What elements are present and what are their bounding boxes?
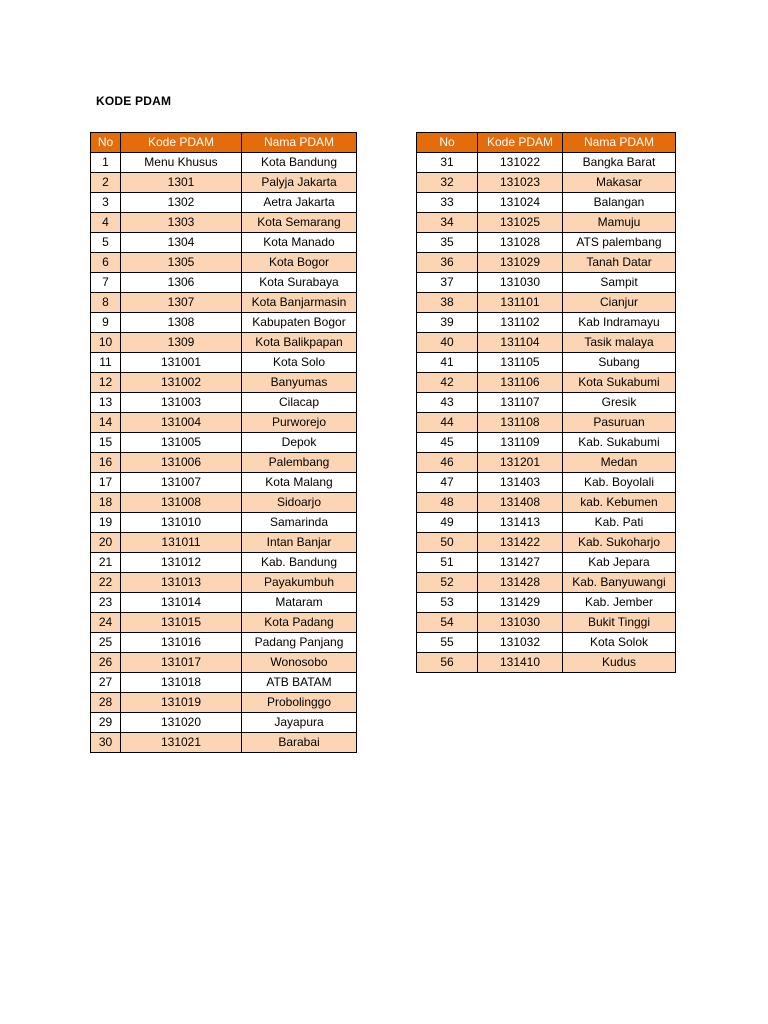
cell-kode-pdam: 1302 [121,193,242,213]
cell-nama-pdam: Kabupaten Bogor [242,313,357,333]
table-row [91,413,357,433]
cell-no: 37 [417,273,478,293]
column-header-no: No [417,133,478,153]
table-row [417,273,676,293]
table-row [91,553,357,573]
table-row [417,593,676,613]
cell-no: 5 [91,233,121,253]
cell-no: 2 [91,173,121,193]
cell-nama-pdam: Bangka Barat [563,153,676,173]
cell-no: 47 [417,473,478,493]
cell-kode-pdam: 131102 [478,313,563,333]
cell-nama-pdam: Kota Solok [563,633,676,653]
table-row [417,413,676,433]
table-row [91,573,357,593]
table-row [91,653,357,673]
cell-nama-pdam: Palembang [242,453,357,473]
table-row [417,193,676,213]
cell-nama-pdam: Mataram [242,593,357,613]
table-row [91,333,357,353]
table-row [91,233,357,253]
cell-nama-pdam: Kota Bandung [242,153,357,173]
table-body-left [91,153,357,753]
cell-no: 28 [91,693,121,713]
table-row [91,293,357,313]
cell-nama-pdam: kab. Kebumen [563,493,676,513]
cell-kode-pdam: 1305 [121,253,242,273]
table-row [91,393,357,413]
cell-no: 50 [417,533,478,553]
cell-nama-pdam: Padang Panjang [242,633,357,653]
cell-no: 30 [91,733,121,753]
cell-nama-pdam: Kota Semarang [242,213,357,233]
cell-nama-pdam: ATB BATAM [242,673,357,693]
cell-kode-pdam: 131019 [121,693,242,713]
cell-kode-pdam: 131403 [478,473,563,493]
cell-kode-pdam: 131008 [121,493,242,513]
cell-nama-pdam: Kota Malang [242,473,357,493]
cell-nama-pdam: Kab. Jember [563,593,676,613]
table-row [417,333,676,353]
table-row [417,613,676,633]
table-row [91,513,357,533]
cell-kode-pdam: 131107 [478,393,563,413]
cell-kode-pdam: 131004 [121,413,242,433]
table-row [91,433,357,453]
cell-nama-pdam: ATS palembang [563,233,676,253]
table-row [417,393,676,413]
cell-no: 42 [417,373,478,393]
cell-kode-pdam: 131021 [121,733,242,753]
cell-no: 10 [91,333,121,353]
table-row [91,153,357,173]
table-row [417,633,676,653]
cell-nama-pdam: Kota Banjarmasin [242,293,357,313]
table-row [91,173,357,193]
cell-kode-pdam: 131022 [478,153,563,173]
table-row [417,173,676,193]
cell-no: 51 [417,553,478,573]
cell-no: 17 [91,473,121,493]
cell-no: 23 [91,593,121,613]
cell-no: 44 [417,413,478,433]
page-title: KODE PDAM [96,94,172,108]
cell-no: 46 [417,453,478,473]
cell-no: 20 [91,533,121,553]
cell-nama-pdam: Kota Surabaya [242,273,357,293]
cell-kode-pdam: 1303 [121,213,242,233]
cell-kode-pdam: 131020 [121,713,242,733]
cell-no: 31 [417,153,478,173]
cell-kode-pdam: 131408 [478,493,563,513]
table-row [417,473,676,493]
table-row [417,573,676,593]
cell-nama-pdam: Mamuju [563,213,676,233]
cell-no: 29 [91,713,121,733]
cell-kode-pdam: 131422 [478,533,563,553]
table-header-row [91,133,357,153]
cell-no: 49 [417,513,478,533]
table-row [417,553,676,573]
cell-kode-pdam: 131109 [478,433,563,453]
cell-kode-pdam: 131013 [121,573,242,593]
cell-nama-pdam: Payakumbuh [242,573,357,593]
cell-kode-pdam: 131104 [478,333,563,353]
cell-kode-pdam: 131029 [478,253,563,273]
cell-nama-pdam: Aetra Jakarta [242,193,357,213]
cell-nama-pdam: Tasik malaya [563,333,676,353]
cell-kode-pdam: 131032 [478,633,563,653]
cell-nama-pdam: Sampit [563,273,676,293]
cell-nama-pdam: Jayapura [242,713,357,733]
cell-kode-pdam: 131428 [478,573,563,593]
cell-kode-pdam: 131006 [121,453,242,473]
cell-kode-pdam: 131410 [478,653,563,673]
cell-kode-pdam: Menu Khusus [121,153,242,173]
cell-nama-pdam: Cilacap [242,393,357,413]
table-row [91,373,357,393]
cell-kode-pdam: 131016 [121,633,242,653]
cell-kode-pdam: 131413 [478,513,563,533]
cell-no: 19 [91,513,121,533]
cell-no: 52 [417,573,478,593]
table-row [417,353,676,373]
cell-nama-pdam: Kota Sukabumi [563,373,676,393]
cell-kode-pdam: 131017 [121,653,242,673]
cell-nama-pdam: Kab. Sukabumi [563,433,676,453]
cell-no: 35 [417,233,478,253]
cell-nama-pdam: Kota Solo [242,353,357,373]
cell-kode-pdam: 1307 [121,293,242,313]
cell-no: 7 [91,273,121,293]
table-row [91,353,357,373]
cell-kode-pdam: 131427 [478,553,563,573]
pdam-table-left [90,132,357,753]
cell-nama-pdam: Samarinda [242,513,357,533]
table-row [417,253,676,273]
cell-nama-pdam: Kab. Pati [563,513,676,533]
table-row [417,153,676,173]
cell-no: 32 [417,173,478,193]
table-row [91,713,357,733]
table-row [91,213,357,233]
table-row [417,533,676,553]
cell-kode-pdam: 131023 [478,173,563,193]
table-row [91,533,357,553]
cell-no: 34 [417,213,478,233]
cell-no: 48 [417,493,478,513]
cell-nama-pdam: Wonosobo [242,653,357,673]
cell-no: 22 [91,573,121,593]
table-row [417,433,676,453]
cell-no: 13 [91,393,121,413]
table-row [91,613,357,633]
cell-kode-pdam: 131429 [478,593,563,613]
cell-nama-pdam: Kab Indramayu [563,313,676,333]
cell-kode-pdam: 131108 [478,413,563,433]
cell-nama-pdam: Probolinggo [242,693,357,713]
cell-kode-pdam: 131105 [478,353,563,373]
cell-kode-pdam: 131001 [121,353,242,373]
cell-nama-pdam: Kab. Sukoharjo [563,533,676,553]
cell-nama-pdam: Bukit Tinggi [563,613,676,633]
cell-nama-pdam: Makasar [563,173,676,193]
cell-kode-pdam: 131025 [478,213,563,233]
cell-no: 16 [91,453,121,473]
cell-no: 55 [417,633,478,653]
cell-kode-pdam: 131106 [478,373,563,393]
cell-nama-pdam: Cianjur [563,293,676,313]
cell-nama-pdam: Kota Bogor [242,253,357,273]
cell-no: 11 [91,353,121,373]
pdam-table-right [416,132,676,673]
table-row [91,673,357,693]
cell-nama-pdam: Sidoarjo [242,493,357,513]
cell-nama-pdam: Gresik [563,393,676,413]
cell-no: 15 [91,433,121,453]
cell-no: 12 [91,373,121,393]
table-row [417,653,676,673]
cell-no: 6 [91,253,121,273]
cell-no: 27 [91,673,121,693]
cell-nama-pdam: Tanah Datar [563,253,676,273]
cell-nama-pdam: Purworejo [242,413,357,433]
table-row [91,733,357,753]
cell-kode-pdam: 131101 [478,293,563,313]
column-header-nama: Nama PDAM [563,133,676,153]
cell-nama-pdam: Palyja Jakarta [242,173,357,193]
cell-kode-pdam: 131002 [121,373,242,393]
cell-no: 41 [417,353,478,373]
table-row [417,293,676,313]
table-row [417,213,676,233]
cell-nama-pdam: Kab Jepara [563,553,676,573]
cell-kode-pdam: 131011 [121,533,242,553]
cell-no: 1 [91,153,121,173]
cell-kode-pdam: 1308 [121,313,242,333]
cell-nama-pdam: Kab. Bandung [242,553,357,573]
table-row [91,193,357,213]
table-row [417,513,676,533]
column-header-no: No [91,133,121,153]
cell-nama-pdam: Intan Banjar [242,533,357,553]
table-body-right [417,153,676,673]
cell-nama-pdam: Depok [242,433,357,453]
cell-nama-pdam: Pasuruan [563,413,676,433]
cell-kode-pdam: 131030 [478,613,563,633]
cell-no: 53 [417,593,478,613]
cell-nama-pdam: Kota Balikpapan [242,333,357,353]
table-row [417,453,676,473]
cell-nama-pdam: Barabai [242,733,357,753]
cell-kode-pdam: 131018 [121,673,242,693]
cell-nama-pdam: Kudus [563,653,676,673]
cell-kode-pdam: 131010 [121,513,242,533]
cell-kode-pdam: 131007 [121,473,242,493]
cell-kode-pdam: 1309 [121,333,242,353]
table-row [91,473,357,493]
table-header-row [417,133,676,153]
cell-no: 25 [91,633,121,653]
cell-no: 8 [91,293,121,313]
column-header-kode: Kode PDAM [478,133,563,153]
cell-no: 39 [417,313,478,333]
cell-no: 43 [417,393,478,413]
table-row [91,633,357,653]
cell-kode-pdam: 131005 [121,433,242,453]
cell-no: 45 [417,433,478,453]
cell-nama-pdam: Kab. Banyuwangi [563,573,676,593]
cell-no: 14 [91,413,121,433]
cell-no: 9 [91,313,121,333]
cell-no: 33 [417,193,478,213]
cell-no: 54 [417,613,478,633]
table-row [417,233,676,253]
cell-no: 21 [91,553,121,573]
table-row [417,373,676,393]
cell-no: 38 [417,293,478,313]
cell-nama-pdam: Kab. Boyolali [563,473,676,493]
cell-no: 36 [417,253,478,273]
table-row [91,453,357,473]
cell-no: 4 [91,213,121,233]
cell-no: 24 [91,613,121,633]
table-row [91,493,357,513]
cell-nama-pdam: Medan [563,453,676,473]
column-header-nama: Nama PDAM [242,133,357,153]
cell-no: 3 [91,193,121,213]
cell-kode-pdam: 131028 [478,233,563,253]
cell-kode-pdam: 131030 [478,273,563,293]
table-row [91,313,357,333]
cell-kode-pdam: 1304 [121,233,242,253]
cell-nama-pdam: Subang [563,353,676,373]
cell-nama-pdam: Kota Padang [242,613,357,633]
table-row [91,273,357,293]
cell-kode-pdam: 131012 [121,553,242,573]
cell-kode-pdam: 131024 [478,193,563,213]
cell-kode-pdam: 131201 [478,453,563,473]
cell-kode-pdam: 131015 [121,613,242,633]
cell-nama-pdam: Kota Manado [242,233,357,253]
cell-kode-pdam: 131003 [121,393,242,413]
cell-nama-pdam: Balangan [563,193,676,213]
cell-no: 40 [417,333,478,353]
table-row [91,593,357,613]
table-row [417,493,676,513]
cell-no: 56 [417,653,478,673]
cell-kode-pdam: 131014 [121,593,242,613]
cell-kode-pdam: 1301 [121,173,242,193]
cell-kode-pdam: 1306 [121,273,242,293]
cell-no: 26 [91,653,121,673]
column-header-kode: Kode PDAM [121,133,242,153]
table-row [417,313,676,333]
cell-nama-pdam: Banyumas [242,373,357,393]
cell-no: 18 [91,493,121,513]
table-row [91,253,357,273]
table-row [91,693,357,713]
